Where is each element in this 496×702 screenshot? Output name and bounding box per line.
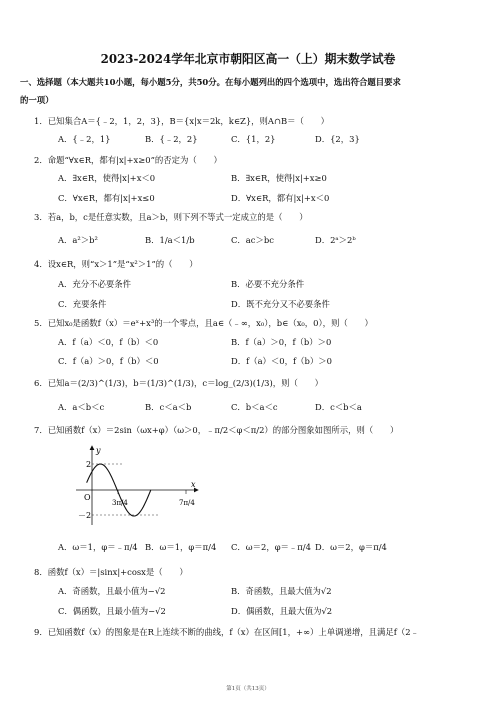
q8-option-b: B．奇函数，且最大值为√2 xyxy=(231,586,332,596)
q7-option-d: D．ω＝2，φ＝π/4 xyxy=(315,542,387,552)
q2-option-d: D．∀x∈R，都有|x|+x＜0 xyxy=(231,193,330,203)
q3-option-d: D．2ᵃ＞2ᵇ xyxy=(315,235,356,245)
q3-option-b: B．1/a＜1/b xyxy=(145,235,195,245)
q1-option-d: D．{2，3} xyxy=(315,134,360,144)
q6-option-d: D．c＜b＜a xyxy=(315,402,362,412)
q5-option-b: B．f（a）＞0，f（b）＞0 xyxy=(231,337,332,347)
section-heading-cont: 的一项） xyxy=(20,95,54,105)
y-max-label: 2 xyxy=(86,460,92,469)
q7-option-b: B．ω＝1，φ＝π/4 xyxy=(145,542,217,552)
q8-option-a: A．奇函数，且最小值为−√2 xyxy=(58,586,166,596)
q1-option-a: A．{﹣2，1} xyxy=(58,134,111,144)
q1-option-c: C．{1，2} xyxy=(231,134,276,144)
y-axis-label: y xyxy=(96,446,101,455)
section-heading: 一、选择题（本大题共10小题，每小题5分，共50分。在每小题列出的四个选项中，选出符合题目要求 xyxy=(20,77,401,87)
question-8-stem: 8．函数f（x）＝|sinx|+cosx是（ ） xyxy=(34,567,188,577)
sine-graph-figure xyxy=(74,443,204,528)
question-7-stem: 7．已知函数f（x）＝2sin（ωx+φ）（ω＞0，﹣π/2＜φ＜π/2）的部分图象如图所示，则（ ） xyxy=(34,425,399,435)
y-min-label: －2 xyxy=(78,511,92,520)
q4-option-d: D．既不充分又不必要条件 xyxy=(231,299,330,309)
q7-option-a: A．ω＝1，φ＝﹣π/4 xyxy=(58,542,138,552)
q4-option-a: A．充分不必要条件 xyxy=(58,279,132,289)
q5-option-d: D．f（a）＜0，f（b）＞0 xyxy=(231,356,332,366)
q4-option-c: C．充要条件 xyxy=(58,299,107,309)
question-3-stem: 3．若a，b，c是任意实数，且a＞b，则下列不等式一定成立的是（ ） xyxy=(34,212,308,222)
question-2-stem: 2．命题“∀x∈R，都有|x|+x≥0”的否定为（ ） xyxy=(34,155,222,165)
q5-option-c: C．f（a）＞0，f（b）＜0 xyxy=(58,356,159,366)
q8-option-d: D．偶函数，且最大值为√2 xyxy=(231,606,333,616)
q3-option-c: C．ac＞bc xyxy=(231,235,274,245)
x-axis-label: x xyxy=(191,480,196,489)
q2-option-b: B．∃x∈R，使得|x|+x≥0 xyxy=(231,173,327,183)
question-6-stem: 6．已知a＝(2/3)^(1/3)，b＝(1/3)^(1/3)，c＝log_(2/3)(1/3)，则（ ） xyxy=(34,378,324,388)
question-5-stem: 5．已知x₀是函数f（x）＝eˣ+x³的一个零点，且a∈（﹣∞，x₀），b∈（x₀，0），则（ ） xyxy=(34,318,373,328)
q2-option-c: C．∀x∈R，都有|x|+x≤0 xyxy=(58,193,155,203)
page-footer: 第1页（共13页） xyxy=(226,686,270,692)
x-tick-label-7pi4: 7π/4 xyxy=(179,499,195,507)
question-9-stem: 9．已知函数f（x）的图象是在R上连续不断的曲线，f（x）在区间[1，+∞）上单调递增，且满足f（2﹣ xyxy=(34,627,419,637)
q1-option-b: B．{﹣2，2} xyxy=(145,134,198,144)
q8-option-c: C．偶函数，且最小值为−√2 xyxy=(58,606,166,616)
question-1-stem: 1．已知集合A＝{﹣2，1，2，3}，B＝{x|x＝2k，k∈Z}，则A∩B＝（ ） xyxy=(34,116,330,126)
q7-option-c: C．ω＝2，φ＝﹣π/4 xyxy=(231,542,311,552)
paper-title: 2023-2024学年北京市朝阳区高一（上）期末数学试卷 xyxy=(100,52,396,66)
origin-label: O xyxy=(84,493,91,502)
question-4-stem: 4．设x∈R，则“x＞1”是“x²＞1”的（ ） xyxy=(34,259,198,269)
q6-option-c: C．b＜a＜c xyxy=(231,402,278,412)
q3-option-a: A．a²＞b² xyxy=(58,235,98,245)
q6-option-b: B．c＜a＜b xyxy=(145,402,192,412)
q2-option-a: A．∃x∈R，使得|x|+x＜0 xyxy=(58,173,156,183)
q6-option-a: A．a＜b＜c xyxy=(58,402,105,412)
x-tick-label-3pi4: 3π/4 xyxy=(112,499,128,507)
q4-option-b: B．必要不充分条件 xyxy=(231,279,305,289)
q5-option-a: A．f（a）＜0，f（b）＜0 xyxy=(58,337,159,347)
